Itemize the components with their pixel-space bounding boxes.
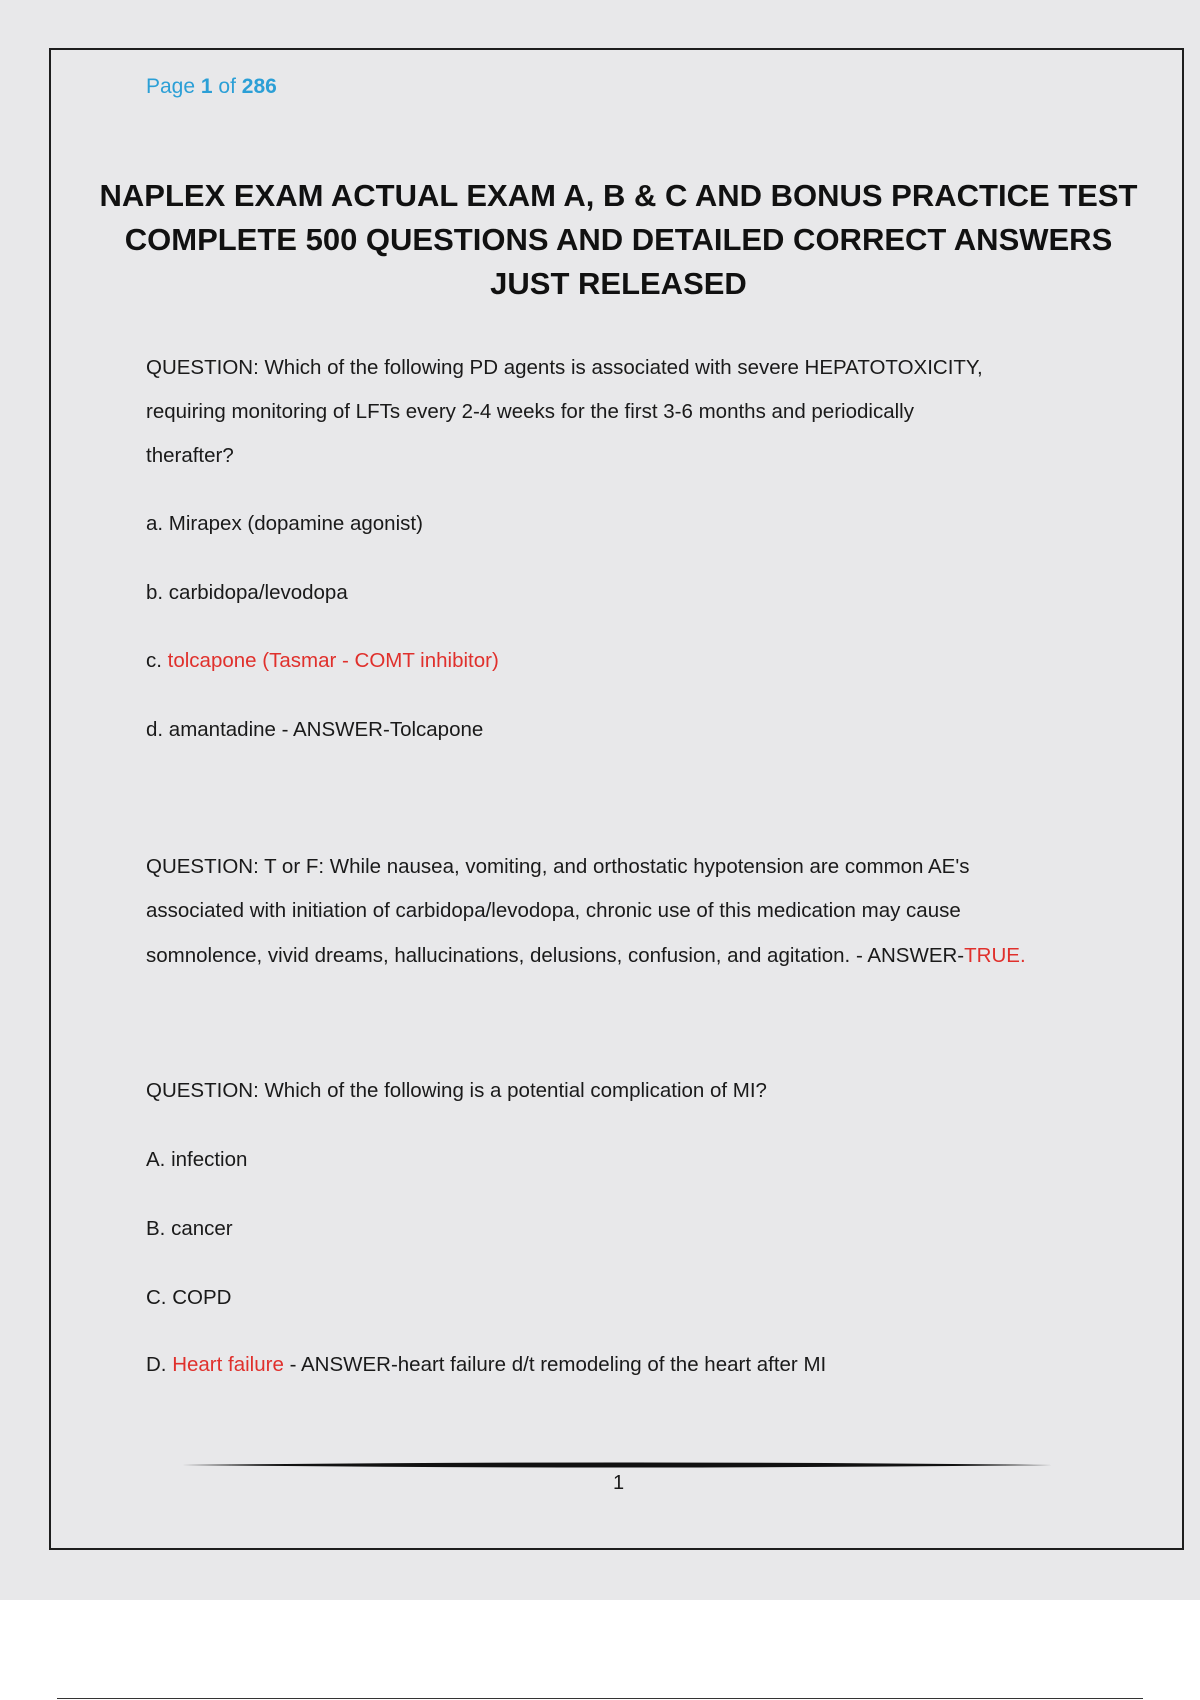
question-1-stem-line-2: requiring monitoring of LFTs every 2-4 weeks for the first 3-6 months and periodically xyxy=(146,400,914,423)
next-page-divider xyxy=(57,1698,1143,1699)
question-1-stem-line-1: QUESTION: Which of the following PD agents is associated with severe HEPATOTOXICITY, xyxy=(146,356,983,379)
question-3-option-d: D. Heart failure - ANSWER-heart failure d/t remodeling of the heart after MI xyxy=(146,1353,827,1376)
question-2-line-1: QUESTION: T or F: While nausea, vomiting, and orthostatic hypotension are common AE's xyxy=(146,855,970,878)
page-counter: Page 1 of 286 xyxy=(146,75,277,98)
question-3-option-b: B. cancer xyxy=(146,1217,233,1240)
correct-answer-highlight: TRUE. xyxy=(964,944,1026,967)
page-number: 1 xyxy=(612,1472,625,1494)
question-1-option-a: a. Mirapex (dopamine agonist) xyxy=(146,512,423,535)
correct-answer-highlight: tolcapone (Tasmar - COMT inhibitor) xyxy=(167,649,499,672)
question-1-stem-line-3: therafter? xyxy=(146,444,234,467)
question-2-line-2: associated with initiation of carbidopa/levodopa, chronic use of this medication may cause xyxy=(146,899,961,922)
footer-divider xyxy=(182,1461,1052,1469)
question-1-option-c: c. tolcapone (Tasmar - COMT inhibitor) xyxy=(146,649,499,672)
question-3-stem: QUESTION: Which of the following is a potential complication of MI? xyxy=(146,1079,767,1102)
correct-answer-highlight: Heart failure xyxy=(172,1353,284,1376)
document-title: NAPLEX EXAM ACTUAL EXAM A, B & C AND BONUS PRACTICE TEST COMPLETE 500 QUESTIONS AND DETAILED CORRECT ANSWERS JUST RELEASED xyxy=(99,178,1138,301)
question-1-option-d: d. amantadine - ANSWER-Tolcapone xyxy=(146,718,484,741)
document-page xyxy=(49,48,1184,1550)
question-3-option-c: C. COPD xyxy=(146,1286,232,1309)
question-1-option-b: b. carbidopa/levodopa xyxy=(146,581,348,604)
question-3-option-a: A. infection xyxy=(146,1148,248,1171)
question-2-line-3: somnolence, vivid dreams, hallucinations, delusions, confusion, and agitation. - ANSWER-TRUE. xyxy=(146,944,1026,967)
